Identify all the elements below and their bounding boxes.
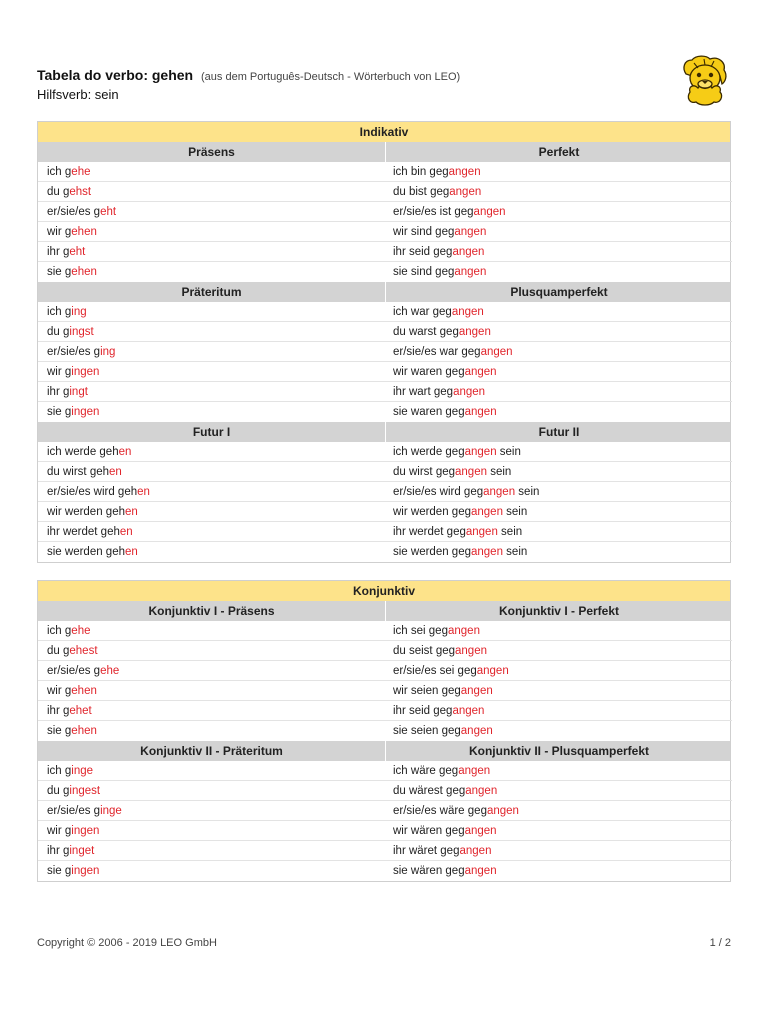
verb-ending: angen	[465, 526, 498, 538]
verb-text: ihr wäret geg	[393, 845, 460, 857]
tense-title: Konjunktiv II - Präteritum	[140, 744, 283, 758]
conjugation-cell	[385, 362, 732, 382]
page-title: Tabela do verbo: gehen	[37, 67, 194, 83]
verb-ending: en	[125, 546, 138, 558]
tense-title: Konjunktiv I - Perfekt	[385, 601, 732, 621]
tense-title: Plusquamperfekt	[385, 282, 732, 302]
verb-ending: angen	[454, 266, 487, 278]
verb-ending: angen	[464, 825, 497, 837]
conjugation-cell	[38, 262, 385, 282]
conjugation-cell	[385, 242, 732, 262]
conjugation-row	[38, 362, 730, 382]
verb-ending: angen	[476, 665, 509, 677]
verb-ending: angen	[460, 725, 493, 737]
verb-text: sie g	[47, 406, 72, 418]
verb-ending: ingen	[71, 825, 100, 837]
verb-ending: ehen	[71, 685, 97, 697]
verb-ending: angen	[480, 346, 513, 358]
conjugation-cell	[385, 861, 732, 881]
verb-ending: angen	[448, 166, 481, 178]
conjugation-cell	[385, 302, 732, 322]
verb-ending: ingt	[69, 386, 88, 398]
conjugation-row	[38, 641, 730, 661]
conjugation-row	[38, 681, 730, 701]
verb-ending: angen	[453, 386, 486, 398]
verb-text: ihr g	[47, 386, 70, 398]
verb-text: wir seien geg	[393, 685, 461, 697]
verb-ending: angen	[464, 865, 497, 877]
auxiliary-verb: Hilfsverb: sein	[37, 87, 119, 102]
conjugation-row	[38, 222, 730, 242]
verb-text: wir g	[47, 685, 72, 697]
conjugation-cell	[385, 322, 732, 342]
verb-text: er/sie/es g	[47, 665, 101, 677]
verb-ending: ehe	[71, 625, 91, 637]
verb-text: ich war geg	[393, 306, 452, 318]
conjugation-cell	[38, 502, 385, 522]
verb-ending: angen	[460, 685, 493, 697]
verb-ending: ingen	[71, 865, 100, 877]
verb-ending: angen	[459, 845, 492, 857]
verb-ending: angen	[455, 645, 487, 657]
verb-text: du g	[47, 645, 70, 657]
verb-text: sie g	[47, 266, 72, 278]
conjugation-row	[38, 162, 730, 182]
page-header	[37, 66, 637, 103]
verb-text: er/sie/es sei geg	[393, 665, 477, 677]
conjugation-cell	[38, 242, 385, 262]
verb-text: wir sind geg	[393, 226, 455, 238]
verb-text: sie werden geh	[47, 546, 125, 558]
conjugation-row	[38, 701, 730, 721]
conjugation-cell	[385, 542, 732, 562]
conjugation-cell	[38, 781, 385, 801]
verb-text: ich g	[47, 625, 72, 637]
verb-text: ihr g	[47, 705, 70, 717]
verb-ending: angen	[464, 446, 497, 458]
verb-ending: en	[124, 506, 138, 518]
verb-text: sein	[502, 506, 528, 518]
conjugation-cell	[385, 262, 732, 282]
mood-title: Indikativ	[38, 122, 730, 142]
conjugation-cell	[38, 621, 385, 641]
conjugation-row	[38, 801, 730, 821]
conjugation-row	[38, 781, 730, 801]
conjugation-cell	[385, 661, 732, 681]
verb-text: ihr wart geg	[393, 386, 454, 398]
verb-text: du wärest geg	[393, 785, 466, 797]
verb-ending: ehe	[100, 665, 120, 677]
tense-header-row	[38, 142, 730, 162]
conjugation-cell	[385, 701, 732, 721]
verb-text: sie g	[47, 865, 72, 877]
page-number: 1 / 2	[709, 937, 731, 949]
verb-text: wir wären geg	[393, 825, 465, 837]
indikativ-table	[37, 121, 731, 563]
verb-text: sie seien geg	[393, 725, 461, 737]
conjugation-row	[38, 761, 730, 781]
conjugation-cell	[38, 342, 385, 362]
tense-header-row	[38, 741, 730, 761]
conjugation-row	[38, 382, 730, 402]
verb-text: sie sind geg	[393, 266, 455, 278]
verb-text: er/sie/es wird geg	[393, 486, 484, 498]
conjugation-cell	[38, 462, 385, 482]
verb-text: ich sei geg	[393, 625, 448, 637]
verb-ending: angen	[455, 466, 487, 478]
conjugation-cell	[385, 681, 732, 701]
tense-title: Konjunktiv II - Plusquamperfekt	[385, 741, 732, 761]
conjugation-row	[38, 861, 730, 881]
conjugation-row	[38, 621, 730, 641]
conjugation-cell	[38, 402, 385, 422]
verb-ending: ing	[100, 346, 116, 358]
conjugation-row	[38, 402, 730, 422]
verb-text: sie wären geg	[393, 865, 465, 877]
verb-ending: eht	[69, 246, 86, 258]
verb-text: er/sie/es wird geh	[47, 486, 138, 498]
verb-ending: ehe	[71, 166, 91, 178]
verb-text: ihr g	[47, 845, 70, 857]
conjugation-cell	[385, 402, 732, 422]
conjugation-row	[38, 841, 730, 861]
verb-ending: angen	[447, 625, 480, 637]
conjugation-cell	[38, 382, 385, 402]
tense-header-row	[38, 422, 730, 442]
conjugation-cell	[385, 502, 732, 522]
verb-ending: angen	[452, 705, 485, 717]
verb-ending: angen	[471, 546, 503, 558]
conjugation-row	[38, 661, 730, 681]
verb-text: du warst geg	[393, 326, 459, 338]
verb-text: er/sie/es g	[47, 206, 101, 218]
verb-text: sein	[497, 526, 523, 538]
tense-title: Konjunktiv I - Präsens	[148, 604, 275, 618]
page-footer	[37, 937, 731, 949]
verb-text: sein	[496, 446, 521, 458]
conjugation-row	[38, 542, 730, 562]
conjugation-row	[38, 502, 730, 522]
conjugation-row	[38, 721, 730, 741]
verb-ending: angen	[464, 366, 497, 378]
conjugation-row	[38, 342, 730, 362]
conjugation-row	[38, 522, 730, 542]
conjugation-cell	[385, 522, 732, 542]
verb-text: er/sie/es war geg	[393, 346, 481, 358]
conjugation-cell	[38, 442, 385, 462]
tense-title: Futur II	[385, 422, 732, 442]
verb-text: sein	[515, 486, 540, 498]
verb-text: du g	[47, 326, 70, 338]
verb-text: sein	[502, 546, 528, 558]
conjugation-cell	[385, 382, 732, 402]
verb-text: sie g	[47, 725, 72, 737]
conjugation-cell	[38, 641, 385, 661]
conjugation-cell	[38, 841, 385, 861]
verb-text: sie waren geg	[393, 406, 465, 418]
verb-ending: ehen	[71, 725, 97, 737]
conjugation-cell	[38, 222, 385, 242]
tense-rows	[38, 442, 730, 562]
conjugation-cell	[38, 482, 385, 502]
verb-ending: ehst	[69, 186, 92, 198]
conjugation-cell	[38, 322, 385, 342]
verb-text: er/sie/es wäre geg	[393, 805, 487, 817]
conjugation-cell	[38, 681, 385, 701]
conjugation-row	[38, 322, 730, 342]
conjugation-cell	[38, 162, 385, 182]
conjugation-cell	[38, 202, 385, 222]
verb-ending: angen	[483, 486, 516, 498]
verb-ending: ingst	[69, 326, 94, 338]
verb-ending: angen	[454, 226, 487, 238]
verb-ending: angen	[458, 326, 491, 338]
verb-text: du wirst geh	[47, 466, 110, 478]
verb-ending: angen	[473, 206, 506, 218]
conjugation-cell	[38, 801, 385, 821]
verb-text: wir g	[47, 366, 72, 378]
conjugation-cell	[38, 721, 385, 741]
verb-ending: ing	[71, 306, 87, 318]
verb-text: ich wäre geg	[393, 765, 459, 777]
verb-text: du g	[47, 785, 70, 797]
conjugation-cell	[385, 182, 732, 202]
verb-text: sie werden geg	[393, 546, 471, 558]
conjugation-cell	[385, 761, 732, 781]
conjugation-row	[38, 462, 730, 482]
conjugation-cell	[385, 202, 732, 222]
conjugation-cell	[38, 542, 385, 562]
verb-ending: angen	[486, 805, 519, 817]
verb-text: ihr werdet geg	[393, 526, 466, 538]
verb-ending: ehet	[69, 705, 92, 717]
verb-ending: angen	[452, 246, 485, 258]
verb-ending: en	[137, 486, 150, 498]
tense-rows	[38, 162, 730, 282]
conjugation-cell	[385, 462, 732, 482]
conjugation-cell	[385, 162, 732, 182]
verb-text: du bist geg	[393, 186, 450, 198]
verb-text: ich werde geh	[47, 446, 119, 458]
tense-header-row	[38, 601, 730, 621]
tense-header-row	[38, 282, 730, 302]
conjugation-cell	[38, 522, 385, 542]
verb-text: ihr seid geg	[393, 705, 453, 717]
verb-ending: ehen	[71, 226, 97, 238]
verb-text: ich g	[47, 306, 72, 318]
conjugation-cell	[385, 801, 732, 821]
verb-text: sein	[487, 466, 512, 478]
verb-text: du wirst geg	[393, 466, 456, 478]
conjugation-row	[38, 442, 730, 462]
verb-ending: ehest	[69, 645, 98, 657]
conjugation-cell	[385, 442, 732, 462]
verb-text: er/sie/es g	[47, 805, 101, 817]
verb-ending: angen	[458, 765, 491, 777]
verb-text: ich g	[47, 166, 72, 178]
conjugation-row	[38, 182, 730, 202]
verb-text: er/sie/es g	[47, 346, 101, 358]
conjugation-cell	[385, 721, 732, 741]
tense-title: Futur I	[192, 425, 231, 439]
conjugation-cell	[385, 641, 732, 661]
conjugation-cell	[38, 302, 385, 322]
konjunktiv-table	[37, 580, 731, 882]
verb-text: du g	[47, 186, 70, 198]
conjugation-cell	[38, 821, 385, 841]
verb-ending: angen	[465, 785, 498, 797]
conjugation-cell	[385, 841, 732, 861]
verb-ending: angen	[470, 506, 503, 518]
conjugation-cell	[385, 482, 732, 502]
verb-ending: en	[119, 526, 133, 538]
conjugation-cell	[38, 761, 385, 781]
conjugation-row	[38, 482, 730, 502]
verb-text: wir werden geh	[47, 506, 125, 518]
verb-ending: angen	[449, 186, 482, 198]
verb-ending: angen	[451, 306, 484, 318]
tense-title: Präsens	[188, 145, 235, 159]
conjugation-row	[38, 262, 730, 282]
conjugation-cell	[385, 621, 732, 641]
title-line	[37, 66, 637, 86]
verb-text: ich g	[47, 765, 72, 777]
verb-text: wir g	[47, 825, 72, 837]
tense-title: Perfekt	[385, 142, 732, 162]
conjugation-cell	[385, 342, 732, 362]
leo-lion-icon	[680, 54, 730, 106]
verb-text: er/sie/es ist geg	[393, 206, 474, 218]
conjugation-cell	[38, 701, 385, 721]
tense-rows	[38, 761, 730, 881]
conjugation-row	[38, 242, 730, 262]
conjugation-cell	[38, 362, 385, 382]
dictionary-source: (aus dem Português-Deutsch - Wörterbuch von LEO)	[201, 71, 461, 83]
copyright-notice: Copyright © 2006 - 2019 LEO GmbH	[37, 937, 217, 949]
verb-text: ihr werdet geh	[47, 526, 120, 538]
verb-ending: ehen	[71, 266, 97, 278]
verb-text: ich werde geg	[393, 446, 465, 458]
tense-rows	[38, 302, 730, 422]
mood-title: Konjunktiv	[38, 581, 730, 601]
conjugation-row	[38, 302, 730, 322]
verb-text: wir werden geg	[393, 506, 471, 518]
verb-ending: angen	[464, 406, 497, 418]
conjugation-cell	[385, 222, 732, 242]
conjugation-cell	[38, 182, 385, 202]
verb-text: wir waren geg	[393, 366, 465, 378]
verb-text: du seist geg	[393, 645, 456, 657]
conjugation-cell	[385, 821, 732, 841]
verb-ending: ingen	[71, 366, 100, 378]
tense-rows	[38, 621, 730, 741]
verb-ending: en	[118, 446, 132, 458]
verb-text: ihr seid geg	[393, 246, 453, 258]
conjugation-cell	[38, 661, 385, 681]
verb-ending: eht	[100, 206, 117, 218]
verb-ending: inget	[69, 845, 95, 857]
conjugation-cell	[38, 861, 385, 881]
verb-ending: inge	[71, 765, 94, 777]
tense-title: Präteritum	[181, 285, 242, 299]
verb-text: ihr g	[47, 246, 70, 258]
verb-ending: ingen	[71, 406, 100, 418]
conjugation-row	[38, 821, 730, 841]
verb-ending: en	[109, 466, 122, 478]
verb-ending: ingest	[69, 785, 101, 797]
conjugation-cell	[385, 781, 732, 801]
conjugation-row	[38, 202, 730, 222]
verb-ending: inge	[100, 805, 122, 817]
verb-text: wir g	[47, 226, 72, 238]
verb-text: ich bin geg	[393, 166, 449, 178]
